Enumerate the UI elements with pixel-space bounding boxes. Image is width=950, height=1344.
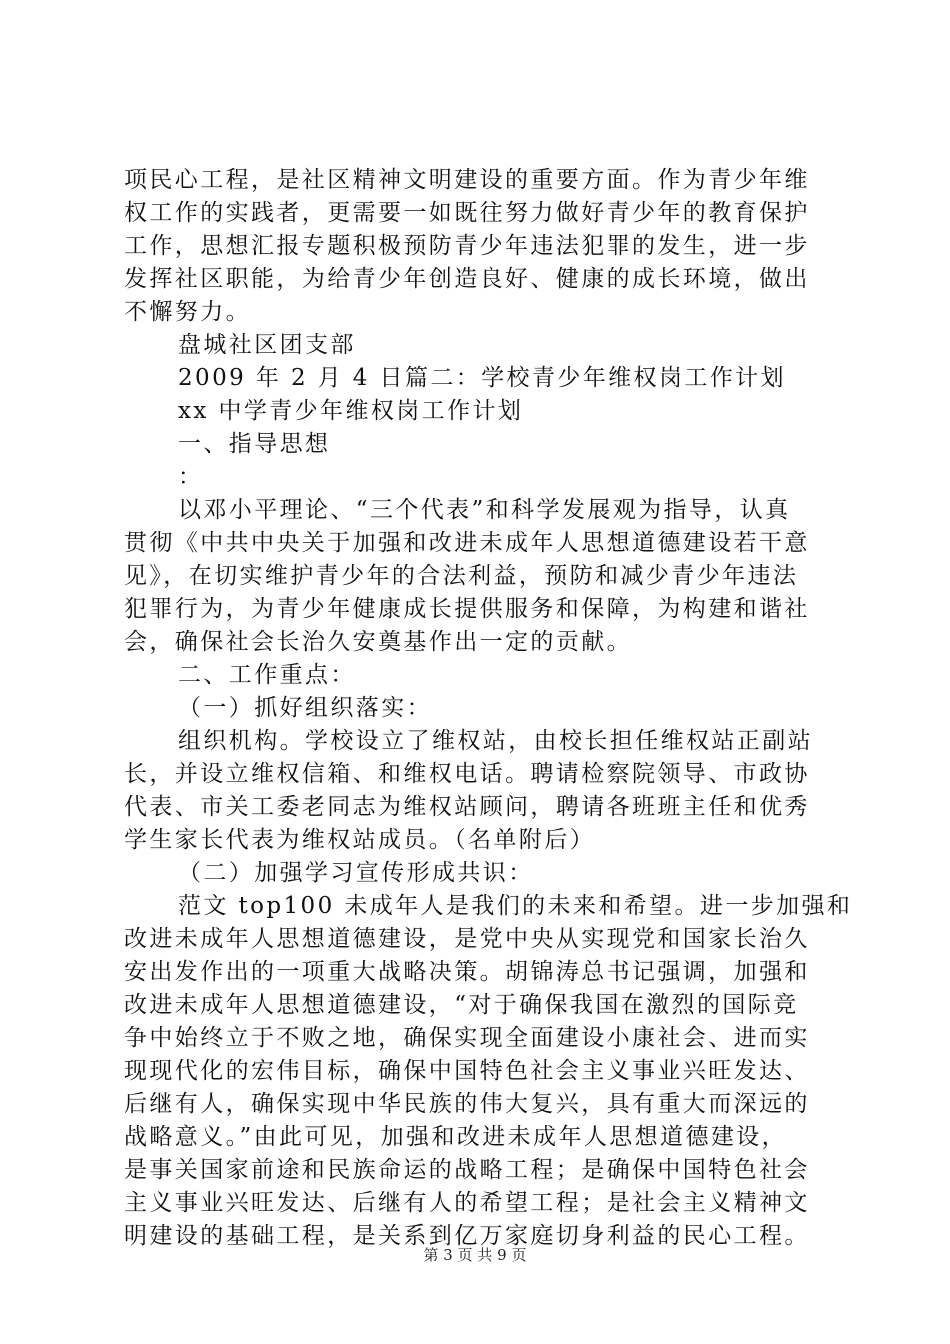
text-line: 学生家长代表为维权站成员。（名单附后） [124, 827, 596, 853]
text-line: （一）抓好组织落实： [178, 695, 432, 721]
text-line: 权工作的实践者，更需要一如既往努力做好青少年的教育保护 [124, 200, 810, 226]
document-body [124, 164, 853, 1253]
text-line: 以邓小平理论、“三个代表”和科学发展观为指导，认真 [178, 497, 791, 523]
text-line: 项民心工程，是社区精神文明建设的重要方面。作为青少年维 [124, 167, 810, 193]
text-line: 一、指导思想 [178, 431, 331, 457]
text-line: 盘城社区团支部 [178, 332, 356, 358]
text-line: 主义事业兴旺发达、后继有人的希望工程；是社会主义精神文 [124, 1190, 810, 1216]
text-line: 明建设的基础工程，是关系到亿万家庭切身利益的民心工程。 [124, 1223, 810, 1249]
text-line: 犯罪行为，为青少年健康成长提供服务和保障，为构建和谐社 [124, 596, 810, 622]
text-line: 发挥社区职能，为给青少年创造良好、健康的成长环境，做出 [124, 266, 810, 292]
text-line: 后继有人，确保实现中华民族的伟大复兴，具有重大而深远的 [124, 1091, 810, 1117]
text-line: （二）加强学习宣传形成共识： [178, 860, 534, 886]
text-line: 安出发作出的一项重大战略决策。胡锦涛总书记强调，加强和 [124, 959, 810, 985]
text-line: 见》，在切实维护青少年的合法利益，预防和减少青少年违法 [124, 563, 799, 589]
text-line: xx 中学青少年维权岗工作计划 [178, 398, 524, 424]
text-line: 不懈努力。 [124, 299, 251, 325]
text-line: 会，确保社会长治久安奠基作出一定的贡献。 [124, 629, 632, 655]
text-line: ： [178, 464, 204, 490]
text-line: 是事关国家前途和民族命运的战略工程；是确保中国特色社会 [124, 1157, 810, 1183]
text-line: 争中始终立于不败之地，确保实现全面建设小康社会、进而实 [124, 1025, 810, 1051]
text-line: 工作，思想汇报专题积极预防青少年违法犯罪的发生，进一步 [124, 233, 810, 259]
text-line: 2009 年 2 月 4 日篇二：学校青少年维权岗工作计划 [178, 365, 786, 391]
text-line: 改进未成年人思想道德建设，是党中央从实现党和国家长治久 [124, 926, 810, 952]
text-line: 范文 top100 未成年人是我们的未来和希望。进一步加强和 [178, 893, 853, 919]
text-line: 代表、市关工委老同志为维权站顾问，聘请各班班主任和优秀 [124, 794, 810, 820]
page-footer: 第 3 页 共 9 页 [423, 1246, 527, 1264]
text-line: 组织机构。学校设立了维权站，由校长担任维权站正副站 [178, 728, 813, 754]
text-line: 贯彻《中共中央关于加强和改进未成年人思想道德建设若干意 [124, 530, 810, 556]
text-line: 长，并设立维权信箱、和维权电话。聘请检察院领导、市政协 [124, 761, 810, 787]
text-line: 二、工作重点： [178, 662, 356, 688]
text-line: 改进未成年人思想道德建设，“对于确保我国在激烈的国际竞 [124, 992, 799, 1018]
text-line: 战略意义。”由此可见，加强和改进未成年人思想道德建设， [124, 1124, 788, 1150]
text-line: 现现代化的宏伟目标，确保中国特色社会主义事业兴旺发达、 [124, 1058, 810, 1084]
